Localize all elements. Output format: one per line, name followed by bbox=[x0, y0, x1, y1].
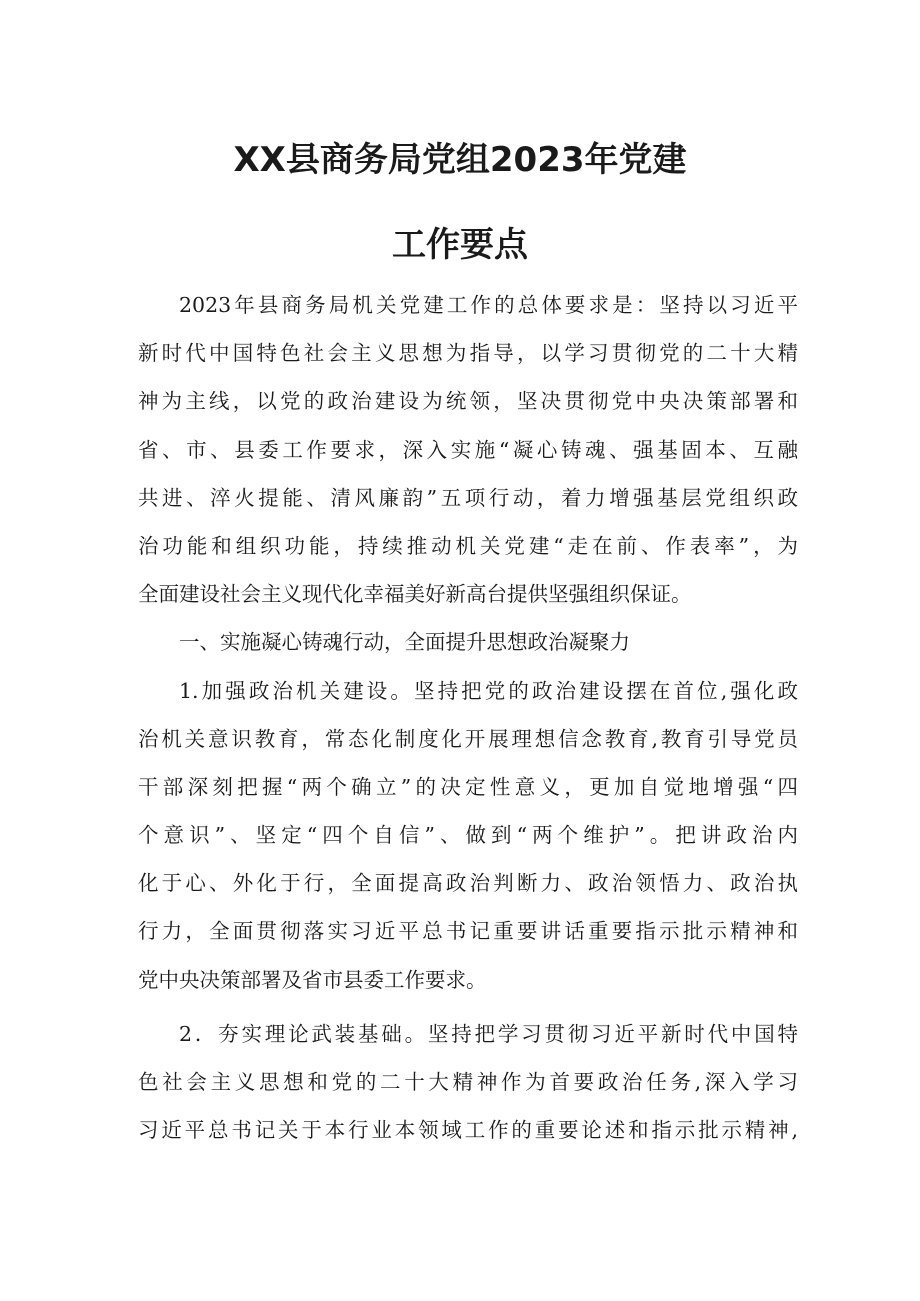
paragraph-line: 治机关意识教育，常态化制度化开展理想信念教育,教育引导党员 bbox=[138, 726, 798, 751]
paragraph-line: 治功能和组织功能，持续推动机关党建“走在前、作表率”，为 bbox=[138, 533, 798, 558]
paragraph-line: 神为主线，以党的政治建设为统领，坚决贯彻党中央决策部署和 bbox=[138, 389, 798, 414]
paragraph-line: 化于心、外化于行，全面提高政治判断力、政治领悟力、政治执 bbox=[138, 871, 798, 896]
paragraph-line: 2023年县商务局机关党建工作的总体要求是：坚持以习近平 bbox=[179, 293, 798, 317]
paragraph-line: 干部深刻把握“两个确立”的决定性意义，更加自觉地增强“四 bbox=[138, 774, 798, 799]
paragraph-line: 省、市、县委工作要求，深入实施“凝心铸魂、强基固本、互融 bbox=[138, 437, 798, 462]
paragraph-line: 1.加强政治机关建设。坚持把党的政治建设摆在首位,强化政 bbox=[179, 678, 798, 703]
section-heading: 一、实施凝心铸魂行动，全面提升思想政治凝聚力 bbox=[179, 630, 630, 655]
paragraph-line: 习近平总书记关于本行业本领域工作的重要论述和指示批示精神, bbox=[138, 1118, 798, 1143]
document-title-line-2: 工作要点 bbox=[392, 225, 528, 265]
document-body bbox=[138, 281, 798, 1154]
intro-paragraph bbox=[138, 281, 798, 618]
item-1-paragraph bbox=[138, 667, 798, 1004]
item-2-paragraph bbox=[138, 1010, 798, 1155]
document-title-line-1: XX县商务局党组2023年党建 bbox=[233, 140, 687, 180]
paragraph-line: 行力，全面贯彻落实习近平总书记重要讲话重要指示批示精神和 bbox=[138, 919, 798, 944]
paragraph-line: 全面建设社会主义现代化幸福美好新高台提供坚强组织保证。 bbox=[138, 582, 692, 607]
paragraph-line: 新时代中国特色社会主义思想为指导，以学习贯彻党的二十大精 bbox=[138, 341, 798, 366]
paragraph-line: 2．夯实理论武装基础。坚持把学习贯彻习近平新时代中国特 bbox=[179, 1021, 798, 1046]
paragraph-line: 色社会主义思想和党的二十大精神作为首要政治任务,深入学习 bbox=[138, 1070, 798, 1094]
paragraph-line: 个意识”、坚定“四个自信”、做到“两个维护”。把讲政治内 bbox=[138, 823, 798, 848]
paragraph-line: 党中央决策部署及省市县委工作要求。 bbox=[138, 967, 487, 992]
paragraph-line: 共进、淬火提能、清风廉韵”五项行动，着力增强基层党组织政 bbox=[138, 485, 798, 510]
